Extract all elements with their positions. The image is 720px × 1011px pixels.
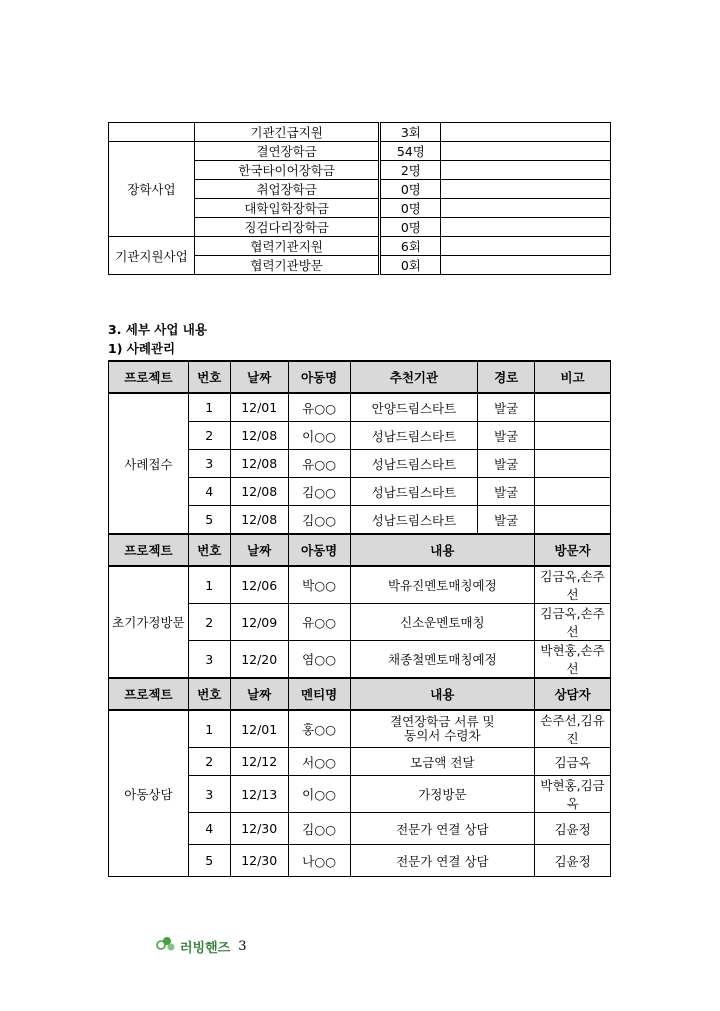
- date-cell: 12/09: [230, 604, 288, 641]
- value-cell: 54명: [380, 142, 441, 161]
- counselor-cell: 박현홍,김금옥: [535, 776, 611, 813]
- date-cell: 12/30: [230, 845, 288, 877]
- counselor-cell: 김윤정: [535, 813, 611, 845]
- date-cell: 12/30: [230, 813, 288, 845]
- header-number: 번호: [188, 678, 230, 710]
- blank-cell: [441, 180, 611, 199]
- note-cell: [535, 393, 611, 422]
- header-content: 내용: [350, 534, 535, 566]
- header-number: 번호: [188, 534, 230, 566]
- org-cell: 성남드림스타트: [350, 422, 478, 450]
- name-cell: 염○○: [288, 641, 350, 679]
- section-heading: 3. 세부 사업 내용: [108, 322, 207, 337]
- counselor-cell: 김금옥: [535, 748, 611, 776]
- item-cell: 협력기관방문: [194, 256, 380, 275]
- name-cell: 김○○: [288, 813, 350, 845]
- brand-name: 러빙핸즈: [180, 940, 231, 956]
- value-cell: 2명: [380, 161, 441, 180]
- header-number: 번호: [188, 361, 230, 393]
- name-cell: 유○○: [288, 604, 350, 641]
- visitor-cell: 박현홍,손주선: [535, 641, 611, 679]
- group-cell: 기관지원사업: [109, 237, 195, 275]
- table-row: [109, 123, 611, 142]
- date-cell: 12/13: [230, 776, 288, 813]
- blank-cell: [441, 199, 611, 218]
- header-route: 경로: [478, 361, 535, 393]
- name-cell: 유○○: [288, 393, 350, 422]
- table-row: [109, 142, 611, 161]
- page-footer: [156, 936, 247, 956]
- number-cell: 2: [188, 604, 230, 641]
- name-cell: 유○○: [288, 450, 350, 478]
- blank-cell: [441, 123, 611, 142]
- number-cell: 5: [188, 845, 230, 877]
- blank-cell: [441, 218, 611, 237]
- org-cell: 성남드림스타트: [350, 478, 478, 506]
- content-cell: 전문가 연결 상담: [350, 813, 535, 845]
- value-cell: 0명: [380, 199, 441, 218]
- clover-logo-icon: [156, 936, 176, 956]
- group-cell: 장학사업: [109, 142, 195, 237]
- content-cell: 신소운멘토매칭: [350, 604, 535, 641]
- header-visitor: 방문자: [535, 534, 611, 566]
- header-content: 내용: [350, 678, 535, 710]
- date-cell: 12/08: [230, 506, 288, 535]
- header-child-name: 아동명: [288, 534, 350, 566]
- name-cell: 이○○: [288, 422, 350, 450]
- table-header-row: [109, 678, 611, 710]
- table-row: [109, 237, 611, 256]
- number-cell: 2: [188, 748, 230, 776]
- name-cell: 박○○: [288, 566, 350, 604]
- route-cell: 발굴: [478, 422, 535, 450]
- header-note: 비고: [535, 361, 611, 393]
- date-cell: 12/01: [230, 710, 288, 748]
- visitor-cell: 김금옥,손주선: [535, 604, 611, 641]
- date-cell: 12/12: [230, 748, 288, 776]
- date-cell: 12/20: [230, 641, 288, 679]
- header-recommending-org: 추천기관: [350, 361, 478, 393]
- value-cell: 0회: [380, 256, 441, 275]
- route-cell: 발굴: [478, 450, 535, 478]
- value-cell: 6회: [380, 237, 441, 256]
- value-cell: 0명: [380, 218, 441, 237]
- number-cell: 2: [188, 422, 230, 450]
- table-row: [109, 393, 611, 422]
- visitor-cell: 김금옥,손주선: [535, 566, 611, 604]
- group-cell: [109, 123, 195, 142]
- number-cell: 3: [188, 641, 230, 679]
- summary-table: [108, 122, 611, 275]
- project-cell: 초기가정방문: [109, 566, 189, 678]
- item-cell: 기관긴급지원: [194, 123, 380, 142]
- content-line-2: 동의서 수령차: [404, 728, 481, 743]
- note-cell: [535, 422, 611, 450]
- table-row: [109, 566, 611, 604]
- route-cell: 발굴: [478, 478, 535, 506]
- number-cell: 3: [188, 776, 230, 813]
- number-cell: 4: [188, 813, 230, 845]
- content-cell: 박유진멘토매칭예정: [350, 566, 535, 604]
- name-cell: 김○○: [288, 478, 350, 506]
- header-project: 프로젝트: [109, 678, 189, 710]
- content-cell: 채종철멘토매칭예정: [350, 641, 535, 679]
- number-cell: 4: [188, 478, 230, 506]
- header-project: 프로젝트: [109, 361, 189, 393]
- content-cell: 가정방문: [350, 776, 535, 813]
- blank-cell: [441, 161, 611, 180]
- name-cell: 이○○: [288, 776, 350, 813]
- route-cell: 발굴: [478, 506, 535, 535]
- project-cell: 아동상담: [109, 710, 189, 877]
- item-cell: 결연장학금: [194, 142, 380, 161]
- name-cell: 나○○: [288, 845, 350, 877]
- header-date: 날짜: [230, 534, 288, 566]
- project-cell: 사례접수: [109, 393, 189, 534]
- content-cell: 모금액 전달: [350, 748, 535, 776]
- item-cell: 취업장학금: [194, 180, 380, 199]
- item-cell: 한국타이어장학금: [194, 161, 380, 180]
- number-cell: 1: [188, 566, 230, 604]
- item-cell: 대학입학장학금: [194, 199, 380, 218]
- blank-cell: [441, 256, 611, 275]
- org-cell: 안양드림스타트: [350, 393, 478, 422]
- note-cell: [535, 450, 611, 478]
- table-header-row: [109, 534, 611, 566]
- header-date: 날짜: [230, 361, 288, 393]
- table-header-row: [109, 361, 611, 393]
- date-cell: 12/08: [230, 450, 288, 478]
- name-cell: 김○○: [288, 506, 350, 535]
- header-date: 날짜: [230, 678, 288, 710]
- content-cell: 전문가 연결 상담: [350, 845, 535, 877]
- number-cell: 1: [188, 393, 230, 422]
- content-line-1: 결연장학금 서류 및: [390, 714, 495, 729]
- date-cell: 12/06: [230, 566, 288, 604]
- date-cell: 12/01: [230, 393, 288, 422]
- value-cell: 3회: [380, 123, 441, 142]
- note-cell: [535, 478, 611, 506]
- number-cell: 5: [188, 506, 230, 535]
- counselor-cell: 김윤정: [535, 845, 611, 877]
- header-counselor: 상담자: [535, 678, 611, 710]
- blank-cell: [441, 142, 611, 161]
- item-cell: 징검다리장학금: [194, 218, 380, 237]
- blank-cell: [441, 237, 611, 256]
- note-cell: [535, 506, 611, 535]
- name-cell: 홍○○: [288, 710, 350, 748]
- value-cell: 0명: [380, 180, 441, 199]
- table-row: [109, 710, 611, 748]
- counselor-cell: 손주선,김유진: [535, 710, 611, 748]
- name-cell: 서○○: [288, 748, 350, 776]
- date-cell: 12/08: [230, 478, 288, 506]
- org-cell: 성남드림스타트: [350, 450, 478, 478]
- item-cell: 협력기관지원: [194, 237, 380, 256]
- subsection-heading: 1) 사례관리: [108, 341, 176, 356]
- case-management-table: [108, 360, 611, 877]
- date-cell: 12/08: [230, 422, 288, 450]
- header-child-name: 아동명: [288, 361, 350, 393]
- number-cell: 1: [188, 710, 230, 748]
- org-cell: 성남드림스타트: [350, 506, 478, 535]
- number-cell: 3: [188, 450, 230, 478]
- header-mentee-name: 멘티명: [288, 678, 350, 710]
- header-project: 프로젝트: [109, 534, 189, 566]
- content-cell: [350, 710, 535, 748]
- page-number: 3: [238, 938, 247, 954]
- route-cell: 발굴: [478, 393, 535, 422]
